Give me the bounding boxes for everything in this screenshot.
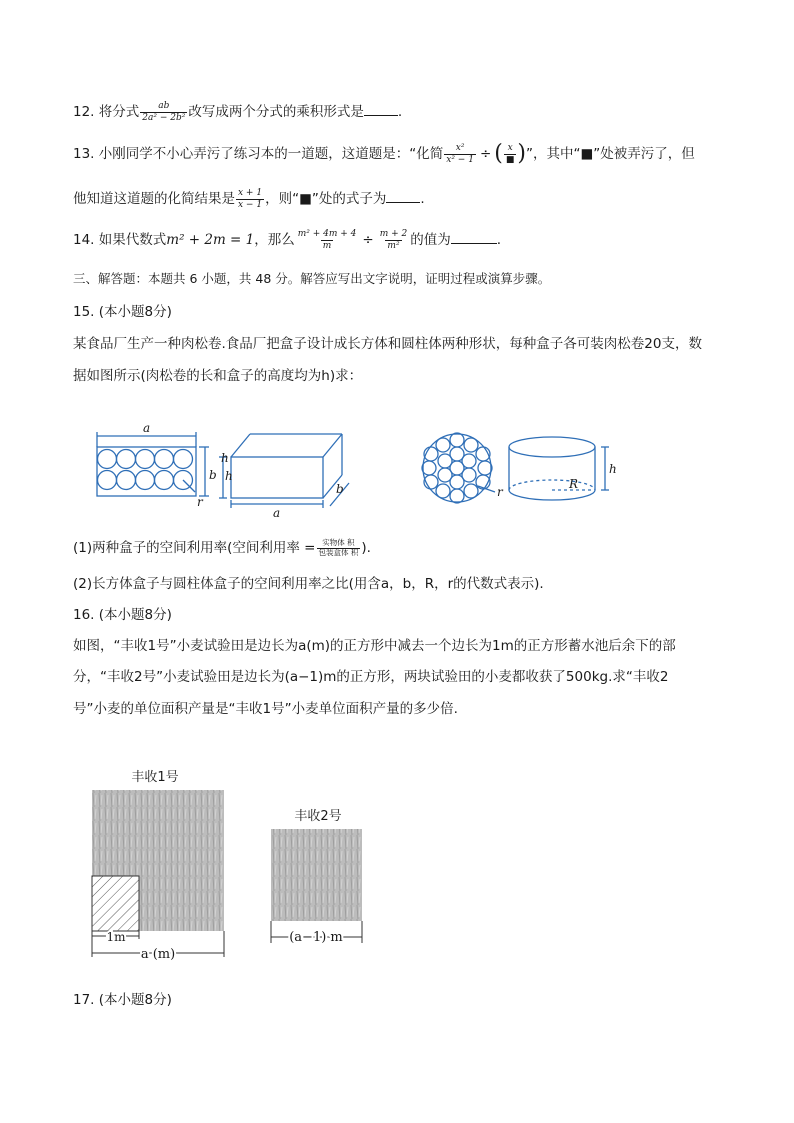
question-16-header: 16. (本小题8分) [73,607,172,623]
field-2-image [271,829,362,921]
question-16-text: 号”小麦的单位面积产量是“丰收1号”小麦单位面积产量的多少倍. [73,701,458,717]
svg-text:h: h [609,462,617,476]
svg-text:a: a [273,506,281,520]
section-3-heading: 三、解答题：本题共 6 小题，共 48 分。解答应写出文字说明，证明过程或演算步骤。 [73,271,551,286]
question-17-header: 17. (本小题8分) [73,992,172,1008]
field-2-title: 丰收2号 [294,809,342,824]
svg-text:h: h [225,469,233,483]
question-15-part-1: (1)两种盒子的空间利用率(空间利用率 = $\frac{\text{实物体 积}}{\text{包装盒体 积}}$ ). [73,537,371,557]
svg-text:r: r [497,485,503,499]
question-16-text: 如图，“丰收1号”小麦试验田是边长为a(m)的正方形中减去一个边长为1m的正方形蓄水池后余下的部 [73,638,676,654]
question-13-line-1: 13. 小刚同学不小心弄污了练习本的一道题，这道题是：“化简 $\frac{\text{x²}}{\text{x² − 1}}$ ÷ ( $\frac{x}{■}$ )”，其中“■”处被弄污了，但 [73,141,695,166]
svg-text:b: b [209,468,217,482]
q12-fraction: $\frac{ab}{\text{2a² − 2b²}}$ [142,101,186,123]
field-1-title: 丰收1号 [131,770,179,785]
question-15-text: 某食品厂生产一种肉松卷.食品厂把盒子设计成长方体和圆柱体两种形状，每种盒子各可装肉松卷20支，数 [73,336,702,352]
question-12: 12. 将分式 $\frac{ab}{\text{2a² − 2b²}}$ 改写成两个分式的乘积形式是 . [73,101,403,123]
boxes-figure [85,420,645,520]
svg-text:r: r [197,495,203,509]
answer-blank[interactable] [451,231,497,244]
question-15-part-2: (2)长方体盒子与圆柱体盒子的空间利用率之比(用含a，b，R，r的代数式表示). [73,576,544,592]
field-1-dimension: a (m) [140,947,176,962]
question-16-text: 分，“丰收2号”小麦试验田是边长为(a−1)m的正方形，两块试验田的小麦都收获了500kg.求“丰收2 [73,669,669,685]
wheat-fields-figure [85,765,385,965]
svg-text:h: h [221,451,229,465]
question-13-line-2: 他知道这道题的化简结果是 $\frac{x + 1}{x - 1}$ ，则“■”处的式子为 . [73,188,425,210]
svg-text:b: b [336,482,344,496]
answer-blank[interactable] [386,190,420,203]
roll-circles [98,450,193,490]
q12-prefix: 12. 将分式 [73,104,140,120]
field-2-dimension: (a−1) m [289,930,343,945]
question-15-header: 15. (本小题8分) [73,304,172,320]
question-14: 14. 如果代数式m² + 2m = 1，那么 $\frac{\text{m² + 4m + 4}}{m}$ ÷ $\frac{m + 2}{\text{m²}}$ 的值为 . [73,229,502,251]
pond-square [92,876,139,931]
label-a: a [143,421,151,435]
pond-size-label: 1m [106,930,126,944]
answer-blank[interactable] [364,103,398,116]
svg-text:R: R [569,477,579,491]
question-15-text: 据如图所示(肉松卷的长和盒子的高度均为h)求： [73,368,363,384]
